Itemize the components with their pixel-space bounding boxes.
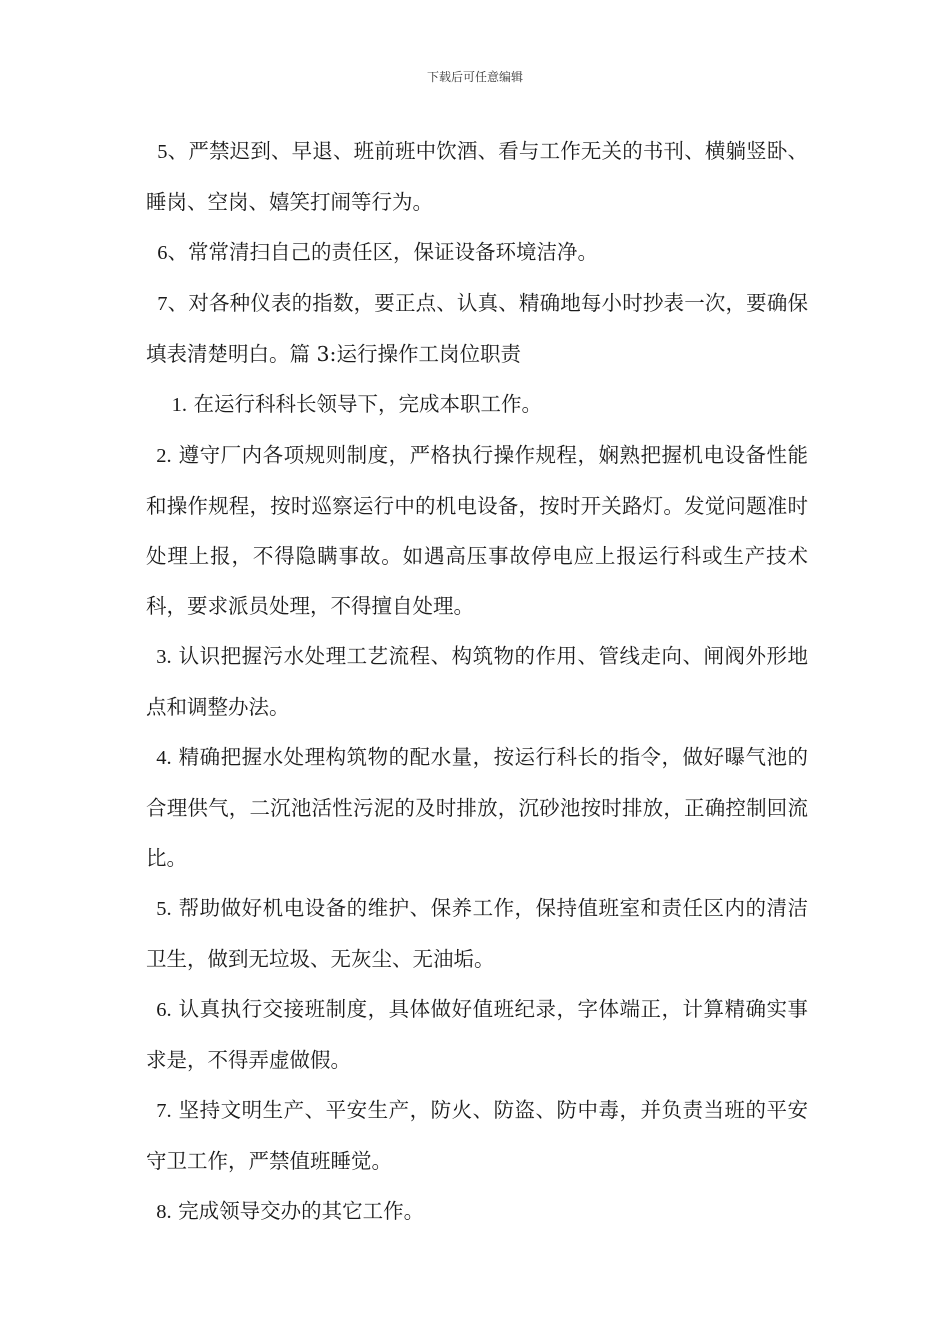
paragraph-number: 4. [156, 747, 172, 769]
paragraph-text: 、对各种仪表的指数，要正点、认真、精确地每小时抄表一次，要确保填表清楚明白。篇 3:运行操作工岗位职责 [146, 291, 808, 366]
paragraph-number: 3. [156, 646, 172, 668]
paragraph-text: 认识把握污水处理工艺流程、构筑物的作用、管线走向、闸阀外形地点和调整办法。 [146, 644, 808, 719]
paragraph-text: 认真执行交接班制度，具体做好值班纪录，字体端正，计算精确实事求是，不得弄虚做假。 [146, 997, 808, 1072]
paragraph-duty-5 [146, 126, 808, 227]
paragraph-operator-3 [146, 631, 808, 732]
paragraph-operator-8 [146, 1186, 808, 1237]
paragraph-operator-4 [146, 732, 808, 883]
paragraph-text: 精确把握水处理构筑物的配水量，按运行科长的指令，做好曝气池的合理供气，二沉池活性污泥的及时排放，沉砂池按时排放，正确控制回流比。 [146, 745, 808, 870]
paragraph-duty-6 [146, 227, 808, 278]
paragraph-number: 2. [156, 445, 172, 467]
paragraph-operator-6 [146, 984, 808, 1085]
paragraph-operator-5 [146, 883, 808, 984]
paragraph-number: 6 [157, 242, 168, 264]
paragraph-operator-1 [146, 379, 808, 430]
paragraph-text: 坚持文明生产、平安生产，防火、防盗、防中毒，并负责当班的平安守卫工作，严禁值班睡觉。 [146, 1098, 808, 1173]
paragraph-operator-7 [146, 1085, 808, 1186]
paragraph-number: 5. [156, 898, 172, 920]
paragraph-number: 5 [157, 141, 168, 163]
paragraph-number: 7 [157, 293, 168, 315]
paragraph-operator-2 [146, 430, 808, 631]
paragraph-text: 、常常清扫自己的责任区，保证设备环境洁净。 [167, 240, 599, 264]
document-body [146, 126, 808, 1237]
paragraph-text: 在运行科科长领导下，完成本职工作。 [187, 392, 543, 416]
paragraph-number: 6. [156, 999, 172, 1021]
paragraph-number: 8. [156, 1201, 172, 1223]
paragraph-text: 完成领导交办的其它工作。 [171, 1199, 425, 1223]
paragraph-text: 、严禁迟到、早退、班前班中饮酒、看与工作无关的书刊、横躺竖卧、睡岗、空岗、嬉笑打闹等行为。 [146, 139, 808, 214]
paragraph-text: 帮助做好机电设备的维护、保养工作，保持值班室和责任区内的清洁卫生，做到无垃圾、无灰尘、无油垢。 [146, 896, 808, 971]
paragraph-number: 7. [156, 1100, 172, 1122]
paragraph-number: 1. [171, 394, 187, 416]
header-note: 下载后可任意编辑 [426, 70, 523, 84]
paragraph-duty-7 [146, 278, 808, 379]
paragraph-text: 遵守厂内各项规则制度，严格执行操作规程，娴熟把握机电设备性能和操作规程，按时巡察运行中的机电设备，按时开关路灯。发觉问题准时处理上报，不得隐瞒事故。如遇高压事故停电应上报运行科或生产技术科，要求派员处理，不得擅自处理。 [146, 443, 808, 618]
